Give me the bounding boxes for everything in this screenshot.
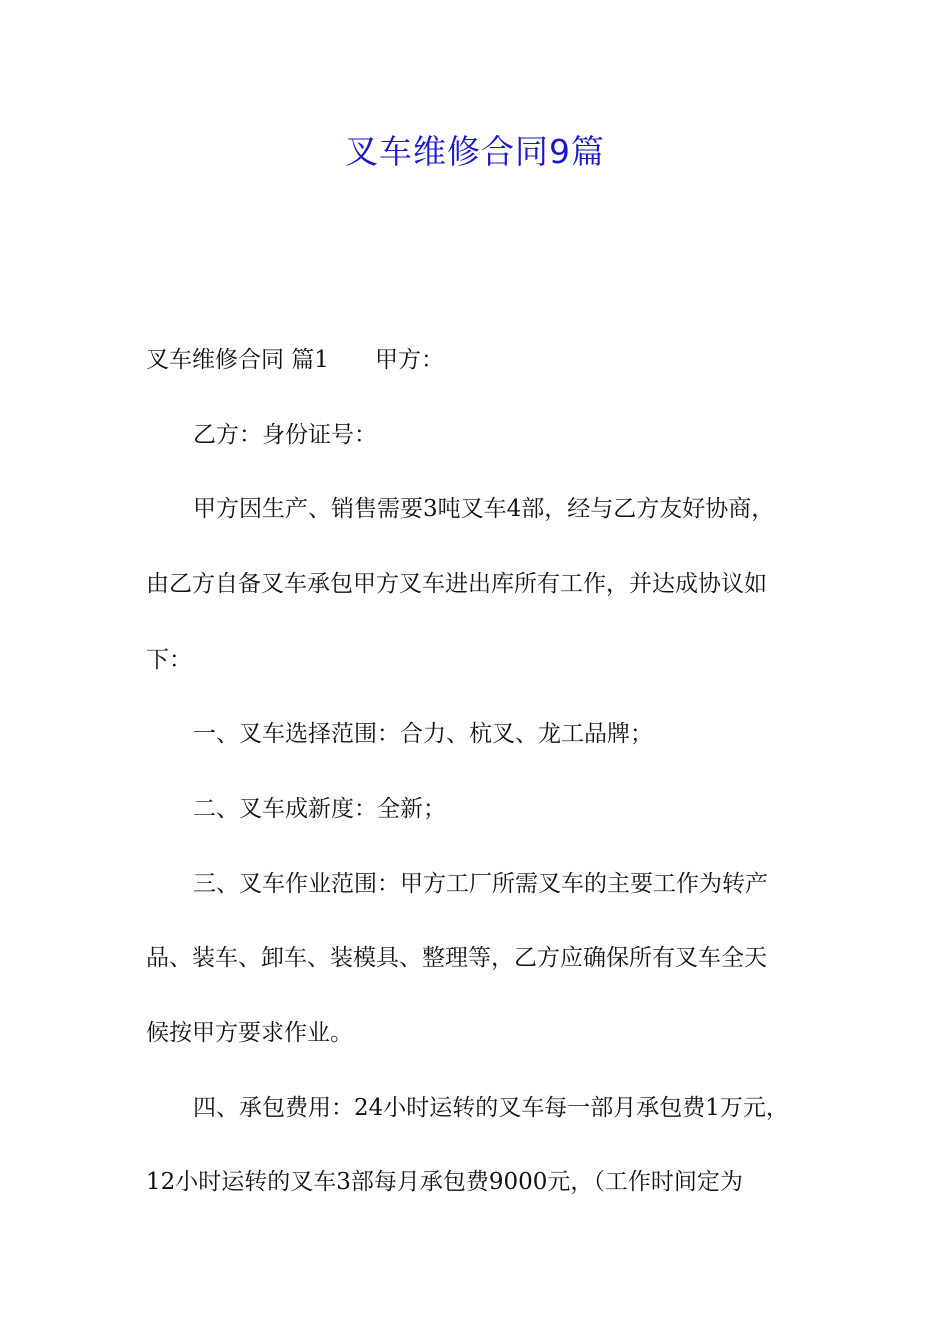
paragraph-line: 乙方：身份证号： bbox=[193, 422, 377, 448]
section-heading bbox=[146, 345, 444, 375]
paragraph-line: 三、叉车作业范围：甲方工厂所需叉车的主要工作为转产 bbox=[193, 871, 768, 897]
party-a-label: 甲方： bbox=[374, 347, 444, 373]
paragraph-line: 12小时运转的叉车3部每月承包费9000元，（工作时间定为 bbox=[146, 1169, 743, 1195]
paragraph-line: 甲方因生产、销售需要3吨叉车4部，经与乙方友好协商， bbox=[193, 496, 775, 522]
paragraph-line: 品、装车、卸车、装模具、整理等，乙方应确保所有叉车全天 bbox=[146, 945, 767, 971]
paragraph-line: 二、叉车成新度：全新； bbox=[193, 796, 446, 822]
section-label: 叉车维修合同 篇1 bbox=[146, 347, 329, 373]
document-title: 叉车维修合同9篇 bbox=[345, 132, 605, 171]
paragraph-line: 四、承包费用：24小时运转的叉车每一部月承包费1万元， bbox=[193, 1095, 789, 1121]
paragraph-line: 候按甲方要求作业。 bbox=[146, 1020, 353, 1046]
paragraph-line: 一、叉车选择范围：合力、杭叉、龙工品牌； bbox=[193, 721, 653, 747]
paragraph-line: 下： bbox=[146, 647, 192, 673]
paragraph-line: 由乙方自备叉车承包甲方叉车进出库所有工作，并达成协议如 bbox=[146, 571, 767, 597]
